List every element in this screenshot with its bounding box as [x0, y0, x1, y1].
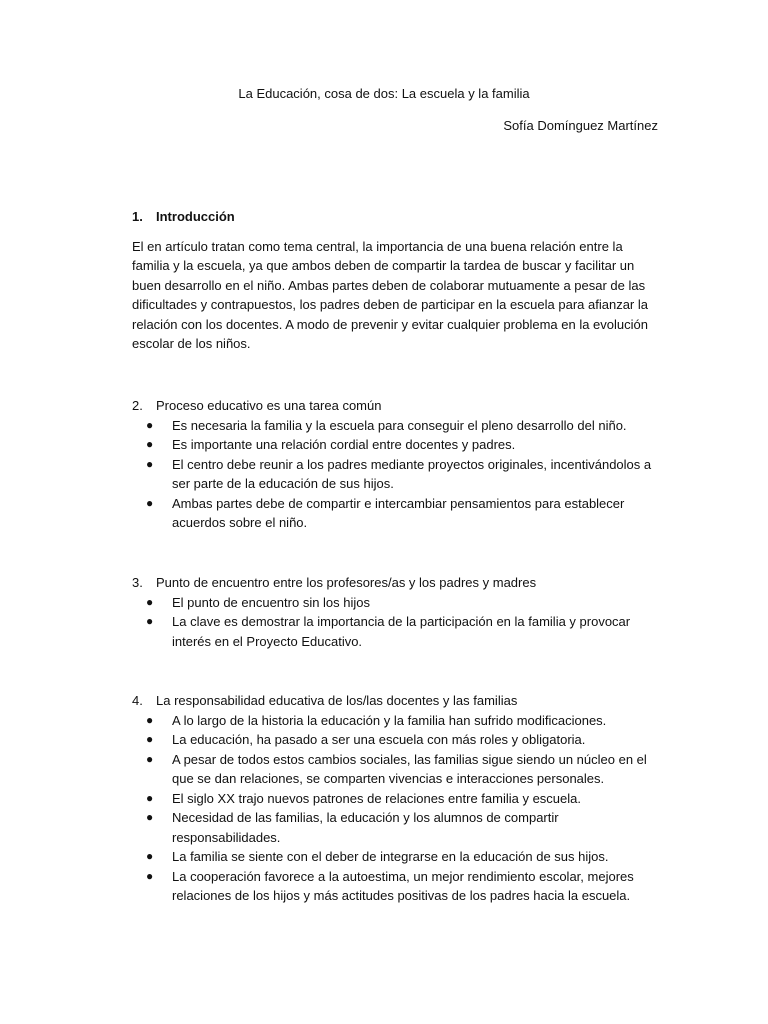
list-item — [132, 435, 662, 455]
list-item — [132, 455, 662, 494]
section-number: 1. — [132, 209, 143, 224]
bullet-icon: ● — [146, 495, 154, 510]
section-number: 3. — [132, 575, 143, 590]
document-author: Sofía Domínguez Martínez — [503, 118, 658, 133]
list-item — [132, 750, 662, 789]
list-item — [132, 711, 662, 731]
section-heading — [132, 691, 662, 711]
list-item-text: A pesar de todos estos cambios sociales, las familias sigue siendo un núcleo en el que se dan relaciones, se comparten vivencias e interacciones personales. — [172, 751, 647, 786]
list-item-text: El centro debe reunir a los padres mediante proyectos originales, incentivándolos a ser parte de la educación de sus hijos. — [172, 456, 652, 491]
list-item — [132, 612, 662, 651]
section-proceso-educativo — [132, 396, 662, 533]
section-heading — [132, 573, 662, 593]
bullet-icon: ● — [146, 417, 154, 432]
list-item-text: La cooperación favorece a la autoestima, un mejor rendimiento escolar, mejores relaciones de los hijos y más actitudes positivas de los padres hacia la escuela. — [172, 868, 634, 903]
bullet-list — [132, 416, 662, 533]
bullet-list — [132, 593, 662, 652]
bullet-icon: ● — [146, 751, 154, 766]
list-item — [132, 730, 662, 750]
section-introduccion — [132, 207, 662, 354]
list-item-text: La familia se siente con el deber de integrarse en la educación de sus hijos. — [172, 849, 609, 864]
section-title: La responsabilidad educativa de los/las docentes y las familias — [156, 693, 518, 708]
list-item-text: Ambas partes debe de compartir e intercambiar pensamientos para establecer acuerdos sobre el niño. — [172, 495, 625, 530]
list-item — [132, 593, 662, 613]
section-number: 2. — [132, 398, 143, 413]
bullet-icon: ● — [146, 712, 154, 727]
section-title: Proceso educativo es una tarea común — [156, 398, 382, 413]
list-item — [132, 494, 662, 533]
list-item — [132, 867, 662, 906]
section-heading — [132, 396, 662, 416]
list-item-text: El punto de encuentro sin los hijos — [172, 594, 371, 610]
list-item-text: La educación, ha pasado a ser una escuela con más roles y obligatoria. — [172, 732, 586, 747]
list-item — [132, 789, 662, 809]
bullet-list — [132, 711, 662, 906]
bullet-icon: ● — [146, 868, 154, 883]
section-punto-de-encuentro — [132, 573, 662, 651]
bullet-icon: ● — [146, 614, 154, 628]
list-item — [132, 808, 662, 847]
list-item-text: Necesidad de las familias, la educación y los alumnos de compartir responsabilidades. — [172, 810, 559, 845]
bullet-icon: ● — [146, 732, 154, 746]
section-title: Introducción — [156, 209, 235, 224]
list-item-text: La clave es demostrar la importancia de la participación en la familia y provocar interés en el Proyecto Educativo. — [172, 614, 631, 649]
list-item-text: A lo largo de la historia la educación y la familia han sufrido modificaciones. — [172, 712, 607, 728]
section-responsabilidad-educativa — [132, 691, 662, 906]
list-item — [132, 847, 662, 867]
section-title: Punto de encuentro entre los profesores/as y los padres y madres — [156, 575, 537, 590]
section-heading — [132, 207, 662, 227]
document-title: La Educación, cosa de dos: La escuela y la familia — [238, 86, 530, 101]
bullet-icon: ● — [146, 790, 154, 805]
section-number: 4. — [132, 693, 143, 708]
bullet-icon: ● — [146, 849, 154, 863]
list-item-text: Es necesaria la familia y la escuela para conseguir el pleno desarrollo del niño. — [172, 417, 627, 433]
bullet-icon: ● — [146, 456, 154, 471]
section-paragraph: El en artículo tratan como tema central, la importancia de una buena relación entre la familia y la escuela, ya que ambos deben de compartir la tardea de buscar y facilitar un buen desarrollo en el niño. Ambas partes deben de colaborar mutuamente a pesar de las dificultades y contrapuestos, los padres deben de participar en la escuela para afianzar la relación con los docentes. A modo de prevenir y evitar cualquier problema en la evolución escolar de los niños. — [132, 238, 648, 351]
bullet-icon: ● — [146, 594, 154, 609]
bullet-icon: ● — [146, 437, 154, 451]
list-item-text: El siglo XX trajo nuevos patrones de relaciones entre familia y escuela. — [172, 790, 581, 806]
list-item-text: Es importante una relación cordial entre docentes y padres. — [172, 437, 516, 452]
bullet-icon: ● — [146, 810, 154, 824]
list-item — [132, 416, 662, 436]
